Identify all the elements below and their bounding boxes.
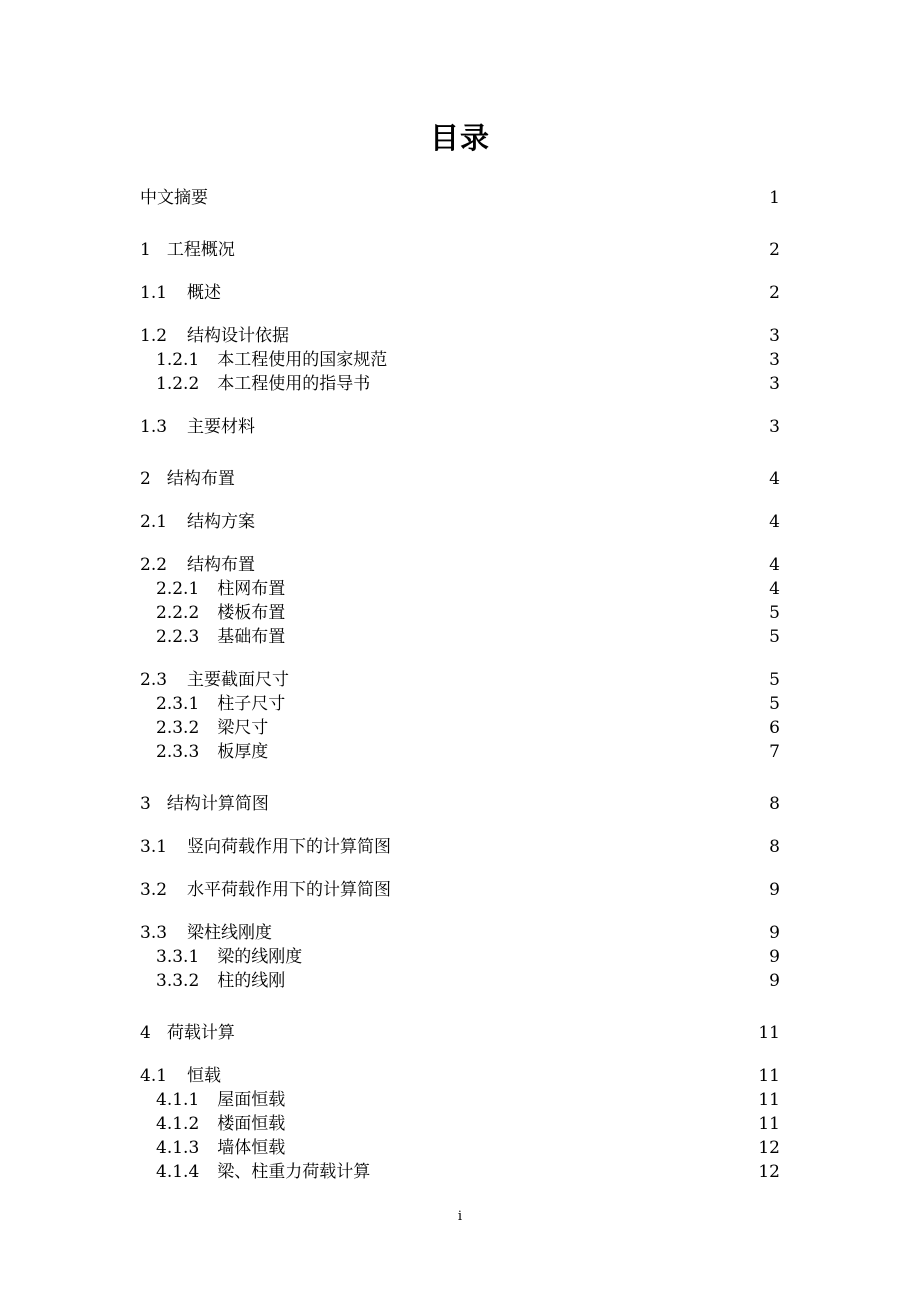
toc-entry-page: 4 — [769, 469, 780, 489]
toc-entry[interactable] — [140, 835, 780, 859]
toc-entry-label: 柱子尺寸 — [217, 694, 286, 714]
toc-entry-page: 12 — [758, 1162, 780, 1182]
toc-entry-label: 梁、柱重力荷载计算 — [217, 1162, 371, 1182]
toc-entry-number: 3.3.1 — [156, 947, 200, 967]
toc-entry-label: 本工程使用的指导书 — [217, 374, 371, 394]
toc-entry-page: 11 — [758, 1066, 780, 1086]
toc-entry-label: 恒载 — [187, 1066, 222, 1086]
toc-entry-label: 工程概况 — [166, 240, 235, 260]
toc-entry-page: 5 — [769, 603, 780, 623]
toc-entry-page: 6 — [769, 718, 780, 738]
toc-entry-number: 1.2.1 — [156, 350, 200, 370]
toc-entry-page: 2 — [769, 283, 780, 303]
toc-entry-page: 4 — [769, 555, 780, 575]
toc-entry-number: 3.3.2 — [156, 971, 200, 991]
toc-entry-page: 3 — [769, 374, 780, 394]
toc-entry-label: 结构计算简图 — [166, 794, 269, 814]
toc-entry-number: 4.1.2 — [156, 1114, 200, 1134]
toc-entry-number: 3 — [140, 794, 151, 814]
toc-entry[interactable] — [140, 372, 780, 396]
toc-entry-label: 竖向荷载作用下的计算简图 — [187, 837, 392, 857]
toc-entry[interactable] — [140, 553, 780, 577]
toc-entry-number: 2 — [140, 469, 151, 489]
toc-entry-page: 3 — [769, 350, 780, 370]
toc-entry[interactable] — [140, 740, 780, 764]
toc-entry-number: 2.3.3 — [156, 742, 200, 762]
toc-entry-label: 概述 — [187, 283, 222, 303]
toc-entry-label: 结构布置 — [166, 469, 235, 489]
toc-entry-number: 1.3 — [140, 417, 168, 437]
toc-entry[interactable] — [140, 1088, 780, 1112]
toc-entry-label: 墙体恒载 — [217, 1138, 286, 1158]
toc-entry[interactable] — [140, 601, 780, 625]
toc-entry-page: 5 — [769, 670, 780, 690]
toc-entry-number: 1 — [140, 240, 151, 260]
toc-entry-page: 11 — [758, 1090, 780, 1110]
toc-entry[interactable] — [140, 467, 780, 491]
toc-entry[interactable] — [140, 186, 780, 210]
toc-entry[interactable] — [140, 1112, 780, 1136]
toc-entry-page: 3 — [769, 326, 780, 346]
toc-entry-label: 梁的线刚度 — [217, 947, 303, 967]
toc-entry[interactable] — [140, 625, 780, 649]
toc-entry-page: 9 — [769, 947, 780, 967]
toc-entry[interactable] — [140, 792, 780, 816]
toc-entry-label: 结构方案 — [187, 512, 256, 532]
toc-entry-page: 4 — [769, 512, 780, 532]
toc-entry-page: 4 — [769, 579, 780, 599]
toc-entry[interactable] — [140, 348, 780, 372]
toc-entry-label: 本工程使用的国家规范 — [217, 350, 388, 370]
toc-entry-page: 8 — [769, 837, 780, 857]
toc-entry[interactable] — [140, 878, 780, 902]
toc-entry[interactable] — [140, 945, 780, 969]
toc-entry-page: 3 — [769, 417, 780, 437]
toc-entry-page: 11 — [758, 1023, 780, 1043]
toc-entry-page: 7 — [769, 742, 780, 762]
toc-entry-number: 1.2.2 — [156, 374, 200, 394]
toc-entry-label: 梁尺寸 — [217, 718, 269, 738]
toc-entry[interactable] — [140, 1160, 780, 1184]
toc-entry[interactable] — [140, 969, 780, 993]
toc-entry-label: 板厚度 — [217, 742, 269, 762]
toc-entry-label: 主要材料 — [187, 417, 256, 437]
toc-entry-number: 3.3 — [140, 923, 168, 943]
toc-entry-label: 结构布置 — [187, 555, 256, 575]
toc-entry[interactable] — [140, 692, 780, 716]
toc-entry[interactable] — [140, 510, 780, 534]
toc-entry[interactable] — [140, 238, 780, 262]
toc-entry[interactable] — [140, 668, 780, 692]
toc-entry[interactable] — [140, 324, 780, 348]
toc-entry-number: 4.1 — [140, 1066, 168, 1086]
toc-entry-page: 12 — [758, 1138, 780, 1158]
toc-entry[interactable] — [140, 577, 780, 601]
toc-entry-number: 4 — [140, 1023, 151, 1043]
toc-entry-number: 1.1 — [140, 283, 168, 303]
toc-entry-label: 梁柱线刚度 — [187, 923, 273, 943]
toc-entry-number: 2.2.2 — [156, 603, 200, 623]
toc-entry-page: 9 — [769, 923, 780, 943]
toc-entry-label: 柱的线刚 — [217, 971, 286, 991]
toc-entry-label: 中文摘要 — [140, 188, 208, 208]
toc-entry-page: 2 — [769, 240, 780, 260]
toc-entry-number: 4.1.3 — [156, 1138, 200, 1158]
toc-entry[interactable] — [140, 281, 780, 305]
page-title: 目录 — [429, 121, 490, 155]
toc-entry-number: 2.3 — [140, 670, 168, 690]
toc-entry-number: 2.3.1 — [156, 694, 200, 714]
toc-entry-label: 屋面恒载 — [217, 1090, 286, 1110]
toc-entry-label: 柱网布置 — [217, 579, 286, 599]
toc-entry[interactable] — [140, 921, 780, 945]
toc-entry-page: 5 — [769, 694, 780, 714]
toc-entry-page: 5 — [769, 627, 780, 647]
toc-entry-number: 2.1 — [140, 512, 168, 532]
toc-entry-number: 2.2.3 — [156, 627, 200, 647]
toc-entry-label: 水平荷载作用下的计算简图 — [187, 880, 392, 900]
toc-entry-number: 1.2 — [140, 326, 168, 346]
toc-entry-page: 11 — [758, 1114, 780, 1134]
toc-entry-page: 9 — [769, 971, 780, 991]
toc-entry[interactable] — [140, 1064, 780, 1088]
toc-entry-label: 楼面恒载 — [217, 1114, 286, 1134]
toc-entry-number: 2.3.2 — [156, 718, 200, 738]
toc-entry-page: 9 — [769, 880, 780, 900]
toc-entry[interactable] — [140, 716, 780, 740]
toc-entry-page: 8 — [769, 794, 780, 814]
toc-entry-number: 2.2.1 — [156, 579, 200, 599]
toc-entry-label: 主要截面尺寸 — [187, 670, 290, 690]
toc-entry-number: 3.2 — [140, 880, 168, 900]
page-number-footer: i — [457, 1209, 463, 1224]
toc-entry-number: 4.1.4 — [156, 1162, 200, 1182]
toc-entry-label: 基础布置 — [217, 627, 286, 647]
toc-entry-label: 荷载计算 — [166, 1023, 235, 1043]
toc-entry-label: 结构设计依据 — [187, 326, 290, 346]
toc-entry[interactable] — [140, 1021, 780, 1045]
toc-entry-number: 4.1.1 — [156, 1090, 200, 1110]
toc-entry-page: 1 — [769, 188, 780, 208]
toc-entry-number: 3.1 — [140, 837, 168, 857]
toc-entry[interactable] — [140, 1136, 780, 1160]
toc-entry-number: 2.2 — [140, 555, 168, 575]
table-of-contents — [140, 186, 780, 1184]
toc-entry-label: 楼板布置 — [217, 603, 286, 623]
toc-entry[interactable] — [140, 415, 780, 439]
